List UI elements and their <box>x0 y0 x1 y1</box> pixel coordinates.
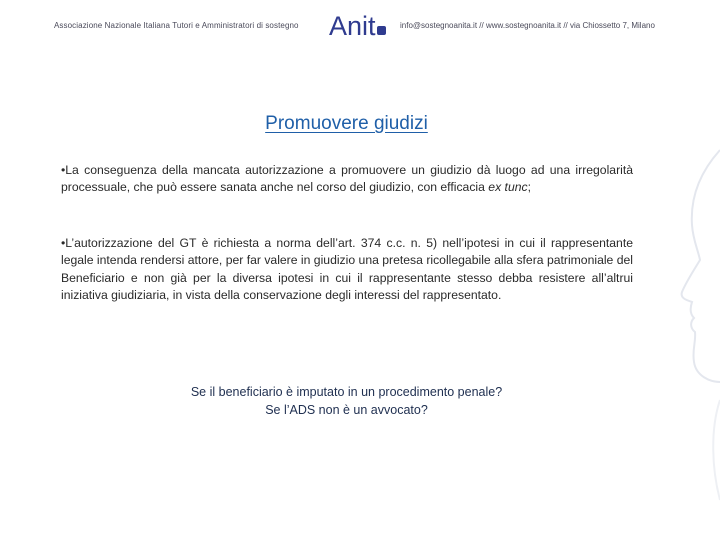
anita-logo <box>329 9 386 43</box>
bullet-paragraph-1 <box>61 162 633 197</box>
questions-block <box>0 383 693 419</box>
contact-info: info@sostegnoanita.it // www.sostegnoanita.it // via Chiossetto 7, Milano <box>400 21 655 30</box>
bullet-text: La conseguenza della mancata autorizzazione a promuovere un giudizio dà luogo ad una irregolarità processuale, che può essere sanata anche nel corso del giudizio, con efficacia <box>61 163 633 195</box>
bullet-text: L’autorizzazione del GT è richiesta a norma dell’art. 374 c.c. n. 5) nell’ipotesi in cui il rappresentante legale intenda rendersi attore, per far valere in giudizio una pretesa ricollegabile alla sfera patrimoniale del Beneficiario e non già per la diversa ipotesi in cui il rappresentante stesso debba resistere all’altrui iniziativa giudiziaria, in vista della conservazione degli interessi del rappresentato. <box>61 236 633 302</box>
logo-text: Anit <box>329 11 376 41</box>
logo-square-icon <box>377 26 386 35</box>
latin-emphasis: ex tunc <box>488 180 528 195</box>
bullet-marker: • <box>61 236 66 250</box>
slide-header <box>0 0 720 60</box>
bullet-paragraph-2 <box>61 235 633 304</box>
question-1: Se il beneficiario è imputato in un procedimento penale? <box>190 385 503 399</box>
organization-name: Associazione Nazionale Italiana Tutori e Amministratori di sostegno <box>54 21 299 30</box>
bullet-tail: ; <box>527 180 531 195</box>
profile-silhouette-icon <box>640 100 720 540</box>
question-2: Se l’ADS non è un avvocato? <box>265 403 428 417</box>
slide-title: Promuovere giudizi <box>265 113 428 134</box>
bullet-marker: • <box>61 163 66 177</box>
